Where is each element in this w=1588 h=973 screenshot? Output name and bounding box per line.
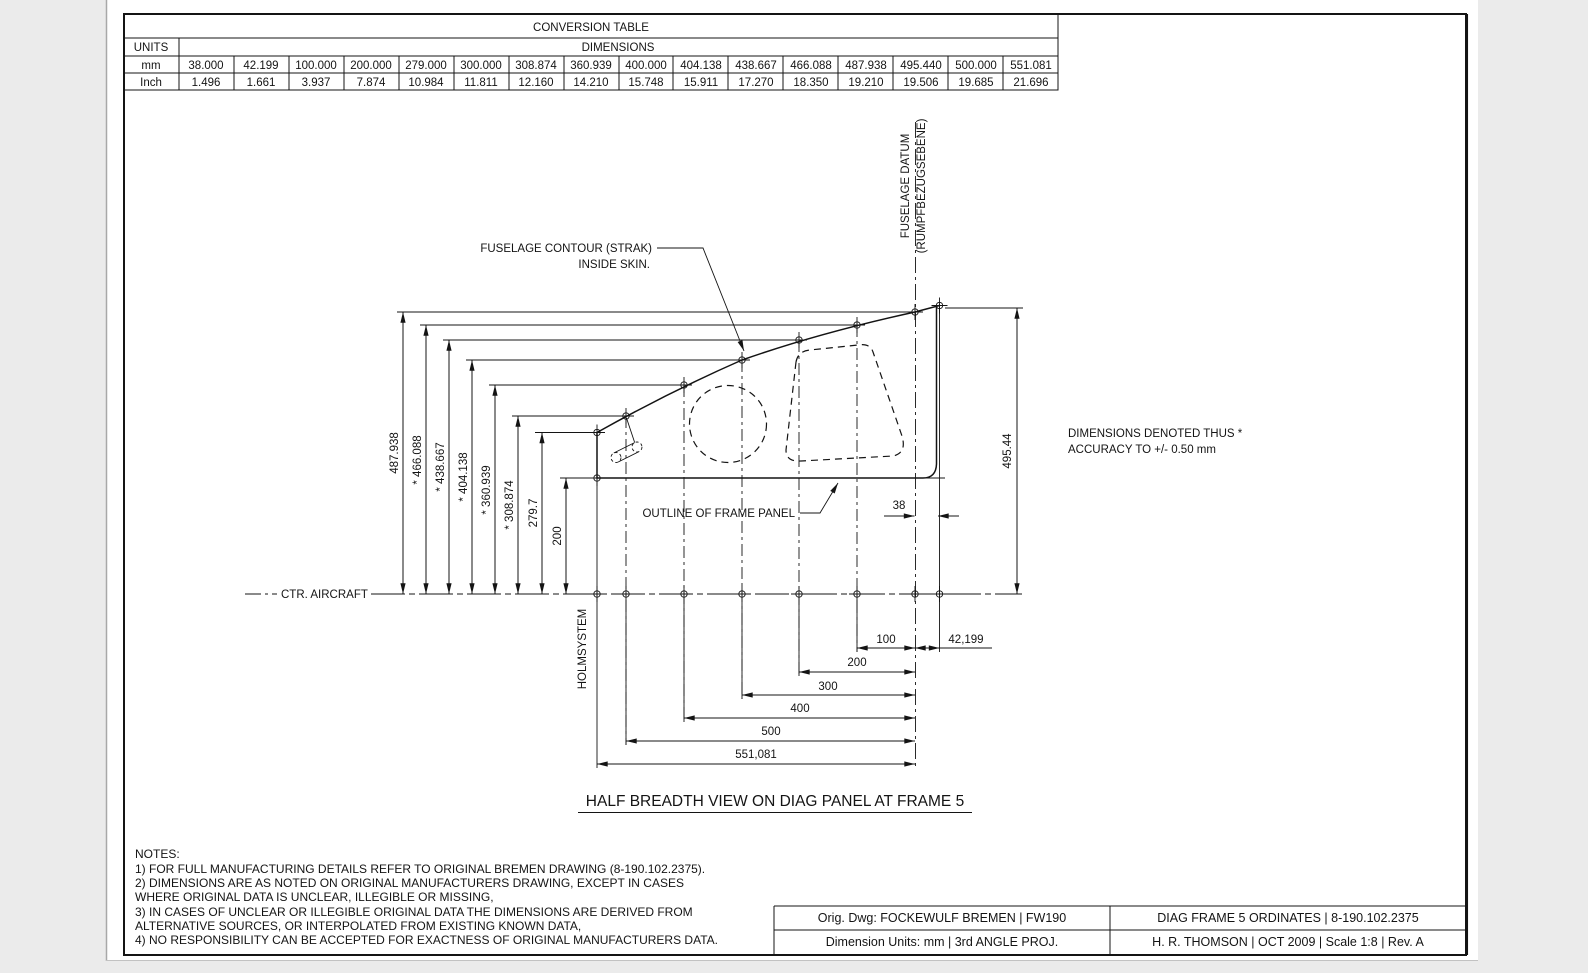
note-line: 3) IN CASES OF UNCLEAR OR ILLEGIBLE ORIGINAL DATA THE DIMENSIONS ARE DERIVED FROM — [135, 905, 693, 919]
table-cell: 487.938 — [845, 60, 887, 72]
table-cell: 19.506 — [903, 77, 939, 89]
row-label-inch: Inch — [140, 77, 162, 89]
table-cell: 15.748 — [628, 77, 664, 89]
table-cell: 15.911 — [683, 77, 719, 89]
row-label-mm: mm — [141, 60, 161, 72]
table-cell: 100.000 — [295, 60, 337, 72]
dim-label-495: 495.44 — [1002, 433, 1014, 469]
table-cell: 38.000 — [188, 60, 224, 72]
note-line: NOTES: — [135, 847, 180, 861]
dim-label: 42,199 — [948, 634, 984, 646]
table-cell: 1.661 — [246, 77, 276, 89]
table-cell: 42.199 — [243, 60, 279, 72]
title-block-author-date: H. R. THOMSON | OCT 2009 | Scale 1:8 | Rev. A — [1152, 935, 1424, 949]
dim-label: 500 — [761, 726, 781, 738]
note-line: WHERE ORIGINAL DATA IS UNCLEAR, ILLEGIBLE OR MISSING, — [135, 890, 494, 904]
table-cell: 200.000 — [350, 60, 392, 72]
dim-label: 487.938 — [389, 432, 401, 474]
note-line: 4) NO RESPONSIBILITY CAN BE ACCEPTED FOR EXACTNESS OF ORIGINAL MANUFACTURERS DATA. — [135, 933, 718, 947]
dim-label: 100 — [876, 634, 896, 646]
contour-label-line2: INSIDE SKIN. — [578, 259, 650, 271]
view-title: HALF BREADTH VIEW ON DIAG PANEL AT FRAME 5 — [585, 793, 965, 810]
note-line: 1) FOR FULL MANUFACTURING DETAILS REFER TO ORIGINAL BREMEN DRAWING (8-190.102.2375). — [135, 862, 706, 876]
table-cell: 551.081 — [1010, 60, 1052, 72]
table-cell: 308.874 — [515, 60, 557, 72]
dim-label: 200 — [847, 657, 867, 669]
fuselage-datum-label: FUSELAGE DATUM — [900, 133, 912, 239]
table-cell: 400.000 — [625, 60, 667, 72]
dim-label: 200 — [552, 526, 564, 546]
table-cell: 404.138 — [680, 60, 722, 72]
accuracy-note-line1: DIMENSIONS DENOTED THUS * — [1068, 428, 1243, 440]
table-cell: 11.811 — [464, 77, 498, 89]
dimensions-header: DIMENSIONS — [581, 42, 655, 54]
contour-label-line1: FUSELAGE CONTOUR (STRAK) — [480, 243, 652, 255]
accuracy-note-line2: ACCURACY TO +/- 0.50 mm — [1068, 444, 1216, 456]
dim-label: * 404.138 — [458, 452, 470, 502]
table-cell: 495.440 — [900, 60, 942, 72]
table-cell: 14.210 — [573, 77, 609, 89]
dim-label: * 360.939 — [481, 465, 493, 515]
table-cell: 21.696 — [1013, 77, 1049, 89]
paper-sheet — [106, 0, 1478, 961]
table-cell: 360.939 — [570, 60, 612, 72]
dim-label: 300 — [818, 681, 838, 693]
fuselage-datum-label-de: (RUMPFBEZUGSEBENE) — [916, 118, 928, 254]
table-cell: 500.000 — [955, 60, 997, 72]
holmsystem-label: HOLMSYSTEM — [577, 608, 589, 690]
dim-label: * 438.667 — [435, 442, 447, 492]
table-cell: 12.160 — [518, 77, 554, 89]
table-cell: 466.088 — [790, 60, 832, 72]
table-cell: 7.874 — [356, 77, 386, 89]
dim-label: 279.7 — [528, 498, 540, 528]
dim-label: 400 — [790, 703, 810, 715]
table-cell: 18.350 — [793, 77, 829, 89]
outline-panel-label: OUTLINE OF FRAME PANEL — [642, 508, 795, 520]
dim-label: * 466.088 — [412, 435, 424, 485]
table-cell: 1.496 — [191, 77, 221, 89]
table-cell: 3.937 — [301, 77, 331, 89]
dim-label: * 308.874 — [504, 480, 516, 530]
table-title: CONVERSION TABLE — [533, 22, 649, 34]
table-cell: 300.000 — [460, 60, 502, 72]
dim-label: 551,081 — [735, 749, 777, 761]
table-cell: 10.984 — [408, 77, 444, 89]
title-block-units: Dimension Units: mm | 3rd ANGLE PROJ. — [825, 935, 1059, 949]
units-header: UNITS — [133, 42, 169, 54]
note-line: 2) DIMENSIONS ARE AS NOTED ON ORIGINAL MANUFACTURERS DRAWING, EXCEPT IN CASES — [135, 876, 684, 890]
table-cell: 17.270 — [738, 77, 774, 89]
title-block-orig-dwg: Orig. Dwg: FOCKEWULF BREMEN | FW190 — [817, 911, 1067, 925]
table-cell: 19.210 — [848, 77, 884, 89]
ctr-aircraft-label: CTR. AIRCRAFT — [281, 589, 368, 601]
table-cell: 19.685 — [958, 77, 994, 89]
note-line: ALTERNATIVE SOURCES, OR INTERPOLATED FROM EXISTING KNOWN DATA, — [135, 919, 582, 933]
table-cell: 279.000 — [405, 60, 447, 72]
table-cell: 438.667 — [735, 60, 777, 72]
dim-label-38: 38 — [892, 500, 906, 512]
title-block-drawing-title: DIAG FRAME 5 ORDINATES | 8-190.102.2375 — [1157, 911, 1419, 925]
